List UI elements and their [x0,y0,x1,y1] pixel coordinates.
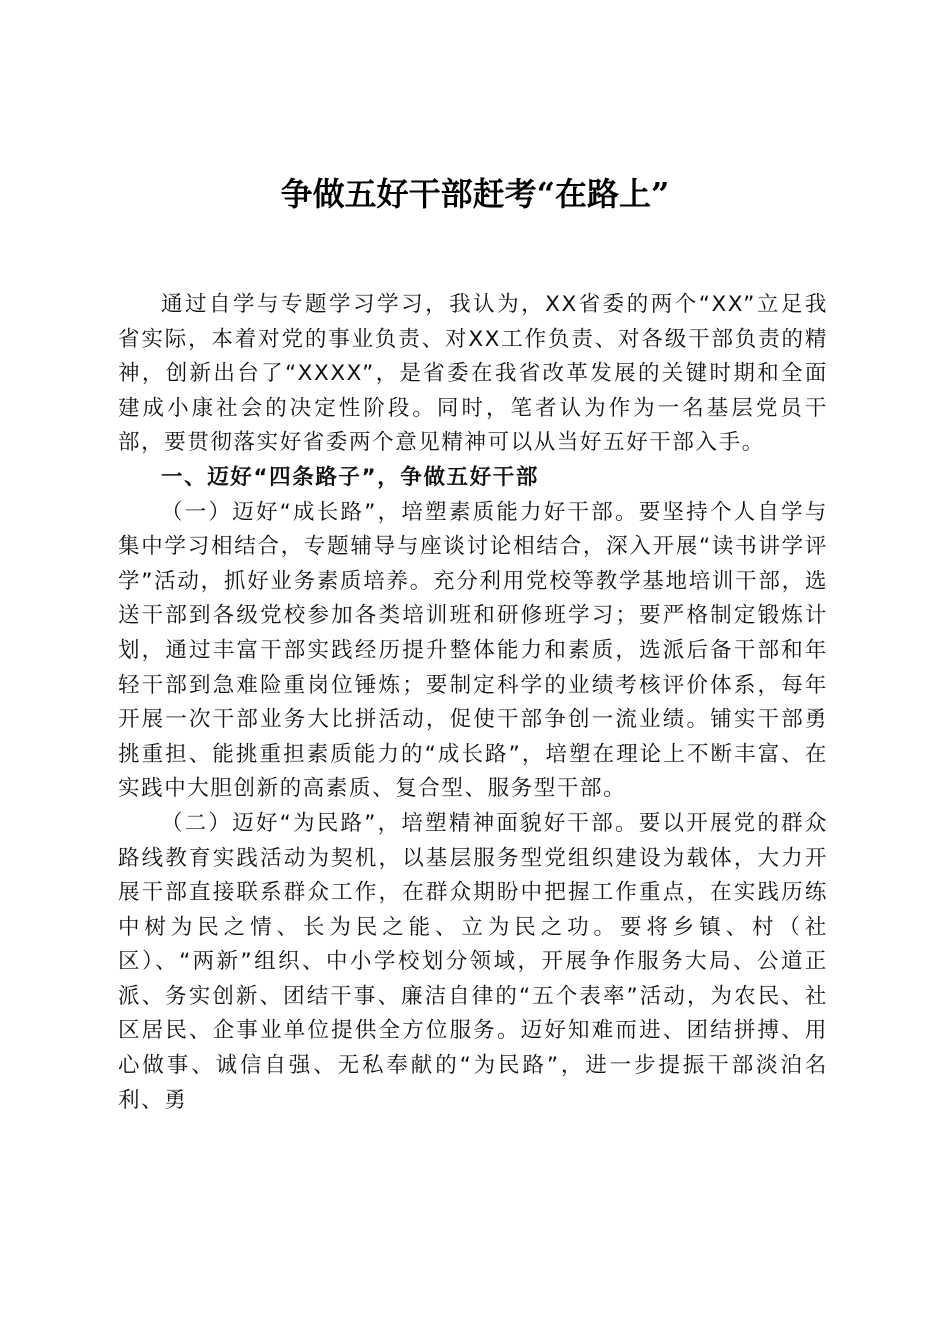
document-body [118,288,828,1118]
paragraph-people-road: （二）迈好“为民路”，培塑精神面貌好干部。要以开展党的群众路线教育实践活动为契机，以基层服务型党组织建设为载体，大力开展干部直接联系群众工作，在群众期盼中把握工作重点，在实践历练中树为民之情、长为民之能、立为民之功。要将乡镇、村（社区）、“两新”组织、中小学校划分领域，开展争作服务大局、公道正派、务实创新、团结干事、廉洁自律的“五个表率”活动，为农民、社区居民、企事业单位提供全方位服务。迈好知难而进、团结拼搏、用心做事、诚信自强、无私奉献的“为民路”，进一步提振干部淡泊名利、勇 [118,810,828,1113]
paragraph-intro: 通过自学与专题学习学习，我认为，XX省委的两个“XX”立足我省实际，本着对党的事业负责、对XX工作负责、对各级干部负责的精神，创新出台了“XXXX”，是省委在我省改革发展的关键时期和全面建成小康社会的决定性阶段。同时，笔者认为作为一名基层党员干部，要贯彻落实好省委两个意见精神可以从当好五好干部入手。 [118,292,828,456]
section-heading-1: 一、迈好“四条路子”，争做五好干部 [161,464,539,490]
paragraph-growth-road: （一）迈好“成长路”，培塑素质能力好干部。要坚持个人自学与集中学习相结合，专题辅导与座谈讨论相结合，深入开展“读书讲学评学”活动，抓好业务素质培养。充分利用党校等教学基地培训干部，选送干部到各级党校参加各类培训班和研修班学习；要严格制定锻炼计划，通过丰富干部实践经历提升整体能力和素质，选派后备干部和年轻干部到急难险重岗位锤炼；要制定科学的业绩考核评价体系，每年开展一次干部业务大比拼活动，促使干部争创一流业绩。铺实干部勇挑重担、能挑重担素质能力的“成长路”，培塑在理论上不断丰富、在实践中大胆创新的高素质、复合型、服务型干部。 [118,499,828,802]
document-title: 争做五好干部赶考“在路上” [280,175,670,213]
